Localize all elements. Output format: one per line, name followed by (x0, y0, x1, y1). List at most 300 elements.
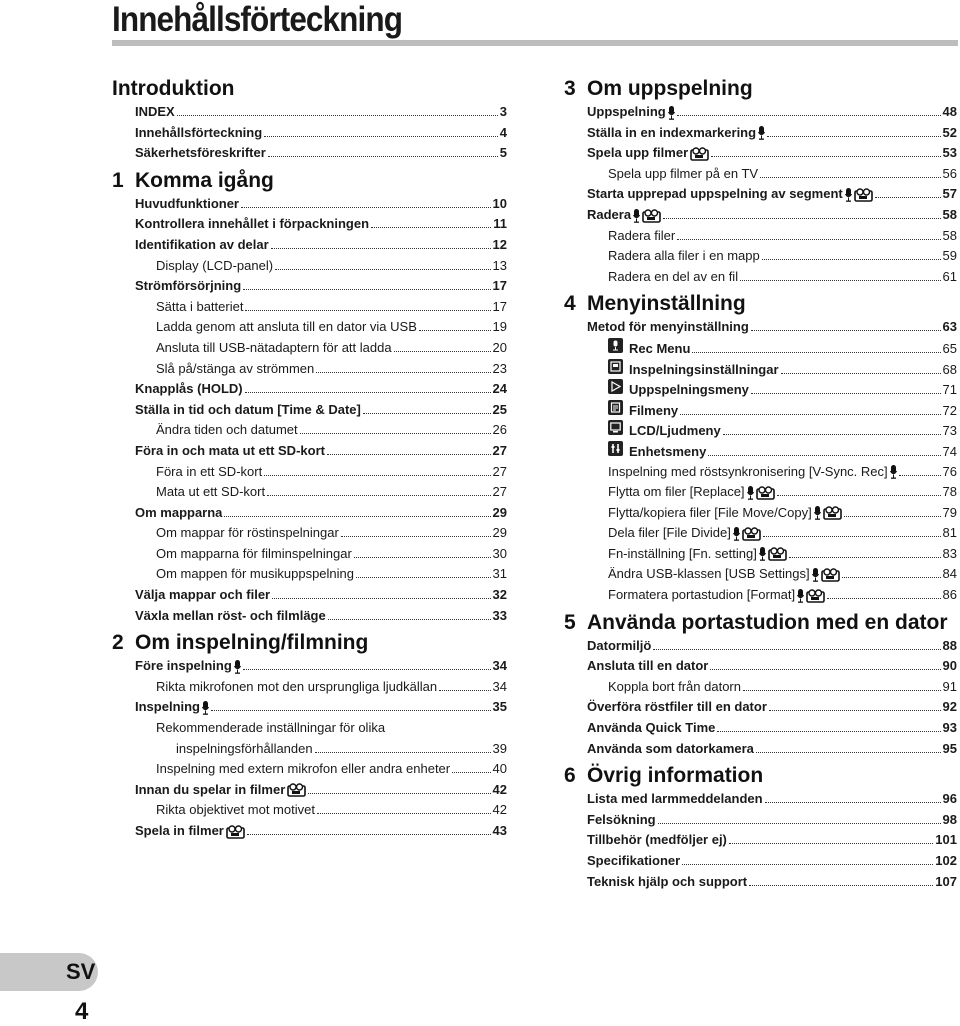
dot-leader (363, 413, 491, 414)
toc-entry[interactable] (112, 821, 507, 842)
toc-page-number: 68 (942, 361, 957, 377)
section-heading[interactable] (112, 168, 507, 194)
toc-entry-label (608, 523, 761, 544)
toc-page-number: 93 (942, 720, 957, 736)
toc-entry[interactable] (112, 276, 507, 297)
toc-page-number: 84 (942, 566, 957, 582)
dot-leader (341, 536, 491, 537)
toc-page-number: 65 (942, 340, 957, 356)
mic-icon (757, 546, 766, 561)
toc-page-number: 19 (492, 319, 507, 335)
camera-icon (224, 823, 245, 838)
toc-entry[interactable] (564, 697, 957, 718)
dot-leader (682, 864, 933, 865)
toc-entry[interactable] (564, 585, 957, 606)
toc-entry[interactable] (112, 482, 507, 503)
toc-entry[interactable] (564, 462, 957, 483)
toc-page-number: 78 (942, 484, 957, 500)
toc-page-number: 107 (935, 873, 957, 889)
dot-leader (763, 536, 941, 537)
toc-page-number: 90 (942, 658, 957, 674)
dot-leader (211, 710, 491, 711)
section-number: 1 (112, 168, 124, 192)
toc-entry-text: Spela in filmer (135, 823, 224, 838)
mic-icon (232, 658, 241, 673)
toc-entry-text: Ansluta till USB-nätadaptern för att ladda (156, 339, 392, 355)
toc-entry[interactable] (564, 184, 957, 205)
toc-entry-text: Ansluta till en dator (587, 658, 709, 674)
toc-page-number: 34 (492, 678, 507, 694)
toc-page-number: 92 (942, 699, 957, 715)
toc-entry-label (629, 442, 706, 463)
toc-entry-text: Växla mellan röst- och filmläge (135, 607, 326, 623)
toc-entry-text: Knapplås (HOLD) (135, 381, 243, 397)
section-title: Om uppspelning (587, 77, 753, 100)
toc-entry-label (156, 420, 298, 441)
toc-entry-label (156, 462, 262, 483)
dot-leader (419, 330, 491, 331)
toc-page-number: 27 (492, 484, 507, 500)
toc-page-number: 88 (942, 637, 957, 653)
dot-leader (789, 557, 941, 558)
toc-entry[interactable] (564, 482, 957, 503)
dot-leader (781, 373, 941, 374)
section-title: Övrig information (587, 764, 764, 788)
toc-entry-text: Koppla bort från datorn (608, 678, 741, 694)
dot-leader (740, 280, 940, 281)
toc-entry[interactable] (112, 379, 507, 400)
toc-page-number: 96 (942, 791, 957, 807)
toc-entry[interactable] (112, 759, 507, 780)
rec-menu-tab-icon (608, 338, 623, 353)
toc-entry-label (156, 718, 385, 739)
toc-entry[interactable] (564, 564, 957, 585)
toc-entry-text: Specifikationer (587, 853, 681, 868)
toc-entry-text: Flytta om filer [Replace] (608, 484, 745, 500)
dot-leader (743, 690, 941, 691)
mic-icon (731, 525, 740, 540)
toc-entry[interactable] (112, 102, 507, 123)
toc-entry-text: Ändra USB-klassen [USB Settings] (608, 566, 810, 582)
toc-entry[interactable] (564, 789, 957, 810)
toc-entry[interactable] (564, 246, 957, 267)
toc-page-number: 71 (942, 382, 957, 398)
toc-entry[interactable] (564, 441, 957, 462)
toc-entry-label (587, 872, 747, 893)
toc-entry[interactable] (112, 235, 507, 256)
dot-leader (328, 619, 491, 620)
section-title: Om inspelning/filmning (135, 631, 369, 655)
mic-icon (745, 484, 754, 499)
dot-leader (241, 207, 491, 208)
dot-leader (264, 475, 490, 476)
toc-entry-label (156, 759, 450, 780)
toc-entry-label (608, 267, 738, 288)
toc-entry-label (587, 851, 680, 872)
toc-entry[interactable] (564, 379, 957, 400)
section-heading[interactable] (564, 763, 957, 789)
toc-entry-text: Huvudfunktioner (135, 195, 239, 211)
toc-entry-label (135, 606, 326, 627)
camera-icon (640, 207, 661, 222)
dot-leader (275, 269, 490, 270)
toc-entry[interactable] (112, 297, 507, 318)
toc-entry[interactable] (112, 677, 507, 698)
toc-entry-label (156, 256, 273, 277)
toc-entry[interactable] (564, 872, 957, 893)
section-heading[interactable] (112, 76, 507, 102)
toc-entry-text: Använda som datorkamera (587, 740, 754, 756)
toc-entry-text: Inspelning med röstsynkronisering [V-Sync. Rec] (608, 463, 888, 479)
toc-entry-text: Rekommenderade inställningar för olika (156, 720, 386, 736)
toc-entry-label (156, 482, 265, 503)
toc-entry-text: Uppspelning (587, 104, 666, 119)
toc-entry-text: Ladda genom att ansluta till en dator via USB (156, 319, 417, 335)
toc-entry-label (629, 401, 678, 422)
dot-leader (777, 495, 941, 496)
section-title: Använda portastudion med en dator (587, 610, 948, 634)
dot-leader (371, 227, 491, 228)
toc-entry[interactable] (112, 606, 507, 627)
toc-entry-label (135, 214, 369, 235)
dot-leader (842, 577, 941, 578)
section-heading[interactable] (112, 630, 507, 656)
camera-icon (852, 186, 873, 201)
toc-entry-text: Tillbehör (medföljer ej) (587, 832, 727, 848)
toc-page-number: 23 (492, 360, 507, 376)
toc-entry-label (608, 246, 760, 267)
toc-entry-label (156, 523, 339, 544)
toc-entry[interactable] (564, 523, 957, 544)
toc-entry-text: Använda Quick Time (587, 720, 716, 736)
toc-page-number: 31 (492, 566, 507, 582)
toc-entry[interactable] (564, 164, 957, 185)
toc-entry-label (156, 317, 417, 338)
toc-entry-label (587, 718, 715, 739)
dot-leader (827, 598, 940, 599)
toc-entry-label (135, 656, 241, 677)
camera-icon (688, 145, 709, 160)
toc-entry[interactable] (564, 420, 957, 441)
toc-entry[interactable] (564, 810, 957, 831)
toc-entry-label (587, 830, 727, 851)
toc-entry[interactable] (112, 503, 507, 524)
toc-entry-label (587, 102, 675, 123)
mic-icon (756, 125, 765, 140)
toc-entry[interactable] (564, 267, 957, 288)
toc-entry[interactable] (112, 739, 507, 760)
lcd-sound-tab-icon (608, 420, 623, 435)
toc-page-number: 76 (942, 463, 957, 479)
mic-icon (888, 464, 897, 479)
toc-entry-label (135, 697, 209, 718)
toc-entry-text: Formatera portastudion [Format] (608, 587, 796, 603)
toc-entry[interactable] (564, 851, 957, 872)
dot-leader (692, 352, 940, 353)
mic-icon (843, 186, 852, 201)
toc-entry[interactable] (564, 656, 957, 677)
dot-leader (717, 731, 940, 732)
mic-icon (631, 207, 640, 222)
toc-entry-label (587, 123, 765, 144)
toc-entry-text: Radera alla filer i en mapp (608, 248, 760, 264)
toc-entry[interactable] (564, 830, 957, 851)
toc-left-column (112, 76, 507, 842)
camera-icon (819, 566, 840, 581)
toc-entry[interactable] (112, 697, 507, 718)
toc-entry[interactable] (564, 123, 957, 144)
toc-entry[interactable] (112, 718, 507, 739)
toc-page-number: 29 (492, 504, 507, 520)
toc-entry-text: Rikta mikrofonen mot den ursprungliga ljudkällan (156, 678, 438, 694)
toc-entry-text: Display (LCD-panel) (156, 257, 274, 273)
toc-entry-label (135, 276, 241, 297)
toc-entry[interactable] (112, 359, 507, 380)
toc-page-number: 72 (942, 402, 957, 418)
dot-leader (271, 248, 491, 249)
toc-entry[interactable] (112, 400, 507, 421)
toc-entry-text: Föra in ett SD-kort (156, 463, 263, 479)
camera-icon (766, 546, 787, 561)
toc-entry-label (135, 400, 361, 421)
toc-entry-label (587, 205, 661, 226)
device-menu-tab-icon (608, 441, 623, 456)
toc-entry[interactable] (112, 420, 507, 441)
toc-page-number: 83 (942, 545, 957, 561)
dot-leader (224, 516, 490, 517)
toc-entry[interactable] (564, 544, 957, 565)
toc-entry[interactable] (112, 780, 507, 801)
toc-entry[interactable] (564, 317, 957, 338)
toc-entry-text: Ändra tiden och datumet (156, 422, 298, 438)
toc-entry[interactable] (564, 102, 957, 123)
toc-entry-text: Radera (587, 206, 632, 222)
toc-entry-label (608, 544, 787, 565)
dot-leader (264, 136, 498, 137)
toc-entry-label (156, 297, 243, 318)
toc-entry[interactable] (564, 503, 957, 524)
toc-entry-label (587, 697, 767, 718)
toc-entry[interactable] (112, 462, 507, 483)
mic-icon (666, 104, 675, 119)
toc-entry-label (608, 503, 842, 524)
camera-icon (804, 587, 825, 602)
toc-entry-text: Enhetsmeny (629, 443, 707, 459)
toc-entry[interactable] (112, 523, 507, 544)
toc-entry[interactable] (564, 205, 957, 226)
dot-leader (711, 156, 940, 157)
toc-page-number: 26 (492, 422, 507, 438)
toc-entry-text: Metod för menyinställning (587, 319, 749, 335)
mic-icon (200, 699, 209, 714)
toc-entry[interactable] (112, 544, 507, 565)
toc-entry[interactable] (112, 800, 507, 821)
toc-page-number: 79 (942, 504, 957, 520)
camera-icon (740, 525, 761, 540)
toc-entry-text: Välja mappar och filer (135, 587, 271, 603)
toc-page-number: 61 (942, 268, 957, 284)
toc-page-number: 42 (492, 781, 507, 797)
section-heading[interactable] (564, 76, 957, 102)
toc-entry-text: Teknisk hjälp och support (587, 873, 748, 889)
toc-page-number: 20 (492, 339, 507, 355)
dot-leader (756, 752, 941, 753)
toc-entry-text: Strömförsörjning (135, 278, 242, 294)
toc-page-number: 30 (492, 545, 507, 561)
toc-page-number: 52 (942, 124, 957, 140)
toc-page-number: 42 (492, 802, 507, 818)
toc-entry-label (587, 184, 873, 205)
toc-entry-text: Innehållsförteckning (135, 124, 263, 140)
toc-page-number: 74 (942, 443, 957, 459)
dot-leader (844, 516, 941, 517)
toc-entry-text: Föra in och mata ut ett SD-kort (135, 442, 325, 458)
dot-leader (267, 495, 490, 496)
toc-entry-label (629, 339, 690, 360)
toc-entry[interactable] (564, 718, 957, 739)
dot-leader (760, 177, 940, 178)
toc-entry-text: Identifikation av delar (135, 236, 269, 252)
dot-leader (308, 793, 490, 794)
dot-leader (245, 310, 490, 311)
section-title: Menyinställning (587, 292, 746, 316)
toc-entry-label (135, 780, 306, 801)
toc-entry[interactable] (112, 585, 507, 606)
toc-entry-label (135, 102, 175, 123)
toc-entry-label (587, 739, 754, 760)
toc-entry-text: Radera filer (608, 227, 676, 243)
toc-entry-label (135, 194, 239, 215)
toc-page-number: 11 (493, 216, 507, 232)
toc-entry-text: Om mappen för musikuppspelning (156, 566, 354, 582)
toc-page-number: 39 (492, 740, 507, 756)
toc-entry[interactable] (112, 317, 507, 338)
dot-leader (658, 823, 941, 824)
mic-icon (812, 505, 821, 520)
dot-leader (663, 218, 940, 219)
toc-entry[interactable] (112, 123, 507, 144)
dot-leader (394, 351, 491, 352)
toc-entry-text: Flytta/kopiera filer [File Move/Copy] (608, 504, 812, 520)
dot-leader (723, 434, 941, 435)
section-heading[interactable] (564, 610, 957, 636)
toc-entry-label (135, 143, 266, 164)
dot-leader (653, 649, 940, 650)
toc-entry[interactable] (112, 656, 507, 677)
toc-entry-label (587, 143, 709, 164)
dot-leader (243, 669, 491, 670)
camera-icon (754, 484, 775, 499)
toc-entry-text: Inspelningsinställningar (629, 361, 779, 377)
toc-entry[interactable] (564, 400, 957, 421)
section-number: 2 (112, 631, 124, 655)
dot-leader (751, 330, 941, 331)
dot-leader (315, 752, 491, 753)
toc-entry-label (629, 360, 779, 381)
dot-leader (354, 557, 491, 558)
toc-entry[interactable] (564, 739, 957, 760)
toc-entry-text: Rikta objektivet mot motivet (156, 802, 315, 818)
toc-entry[interactable] (564, 677, 957, 698)
toc-right-column (564, 76, 957, 892)
toc-entry[interactable] (112, 564, 507, 585)
toc-entry[interactable] (112, 256, 507, 277)
toc-entry-label (135, 441, 325, 462)
toc-page-number: 5 (499, 145, 507, 161)
toc-entry-label (608, 226, 675, 247)
section-number: 3 (564, 77, 576, 100)
toc-entry-text: Mata ut ett SD-kort (156, 484, 266, 500)
toc-entry-text: Rec Menu (629, 340, 691, 356)
toc-entry-label (135, 585, 270, 606)
toc-entry[interactable] (112, 338, 507, 359)
toc-page-number: 95 (942, 740, 957, 756)
toc-entry-label (156, 338, 392, 359)
toc-entry[interactable] (112, 214, 507, 235)
toc-page-number: 35 (492, 699, 507, 715)
dot-leader (875, 197, 941, 198)
toc-page-number: 59 (942, 248, 957, 264)
toc-entry-text: Om mappar för röstinspelningar (156, 525, 339, 541)
toc-page-number: 63 (942, 319, 957, 335)
toc-entry[interactable] (564, 636, 957, 657)
page-title: Innehållsförteckning (112, 0, 403, 39)
toc-entry-text: Sätta i batteriet (156, 298, 244, 314)
toc-entry[interactable] (564, 338, 957, 359)
dot-leader (708, 455, 940, 456)
toc-page-number: 10 (492, 195, 507, 211)
toc-page-number: 58 (942, 206, 957, 222)
toc-entry[interactable] (112, 194, 507, 215)
language-label: SV (66, 959, 96, 984)
toc-entry-label (156, 544, 352, 565)
toc-entry-label (156, 677, 437, 698)
dot-leader (272, 598, 490, 599)
dot-leader (751, 393, 941, 394)
toc-page-number: 43 (492, 823, 507, 838)
toc-entry-label (135, 821, 245, 842)
toc-entry[interactable] (112, 143, 507, 164)
toc-page-number: 24 (492, 381, 507, 397)
toc-entry-label (587, 810, 656, 831)
toc-entry[interactable] (564, 359, 957, 380)
dot-leader (247, 834, 491, 835)
camera-icon (821, 505, 842, 520)
toc-entry[interactable] (564, 226, 957, 247)
dot-leader (762, 259, 941, 260)
toc-entry-label (608, 164, 758, 185)
dot-leader (317, 813, 491, 814)
toc-page-number: 17 (492, 298, 507, 314)
toc-entry-text: Dela filer [File Divide] (608, 525, 731, 541)
toc-entry-label (608, 564, 840, 585)
toc-entry[interactable] (564, 143, 957, 164)
toc-entry-text: Radera en del av en fil (608, 268, 739, 284)
toc-page-number: 81 (942, 525, 957, 541)
dot-leader (327, 454, 491, 455)
toc-entry-text: inspelningsförhållanden (176, 740, 313, 756)
dot-leader (710, 669, 940, 670)
toc-page-number: 27 (492, 442, 507, 458)
dot-leader (729, 843, 933, 844)
dot-leader (177, 115, 498, 116)
toc-entry-label (587, 317, 749, 338)
toc-page-number: 102 (935, 853, 957, 868)
dot-leader (769, 710, 941, 711)
toc-page-number: 40 (492, 761, 507, 777)
toc-entry[interactable] (112, 441, 507, 462)
section-heading[interactable] (564, 291, 957, 317)
